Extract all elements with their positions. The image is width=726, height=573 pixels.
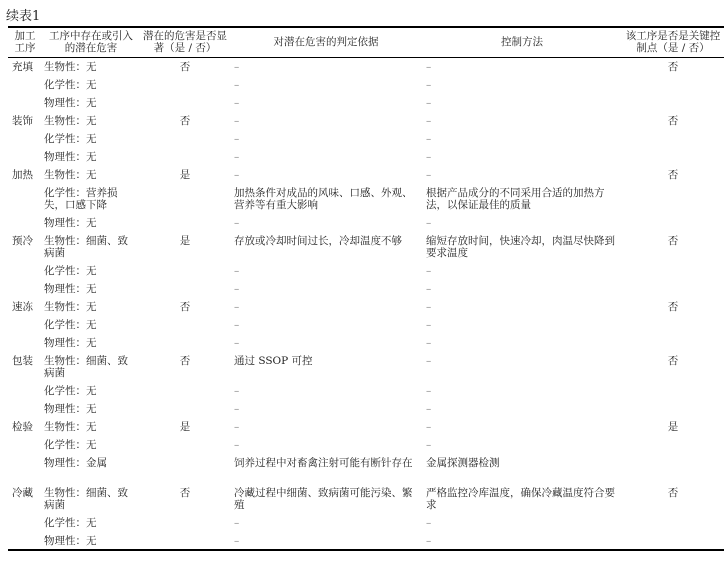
cell-significant: [140, 382, 230, 400]
cell-basis: –: [234, 300, 240, 313]
haccp-table-container: [8, 26, 724, 551]
cell-step: [8, 262, 42, 280]
cell-basis: –: [234, 264, 240, 277]
cell-ccp: [622, 334, 724, 352]
cell-control: –: [426, 96, 432, 109]
cell-ccp: [622, 94, 724, 112]
table-row: [8, 184, 724, 214]
cell-significant: 是: [179, 420, 191, 433]
cell-significant: [140, 262, 230, 280]
cell-hazard: 生物性：无: [44, 168, 97, 181]
cell-basis: –: [234, 516, 240, 529]
cell-step: [8, 532, 42, 550]
cell-hazard: 化学性：无: [44, 384, 97, 397]
cell-basis: –: [234, 114, 240, 127]
cell-basis: –: [234, 336, 240, 349]
cell-control: –: [426, 150, 432, 163]
cell-significant: [140, 130, 230, 148]
cell-basis: 饲养过程中对畜禽注射可能有断针存在: [234, 456, 413, 469]
cell-significant: [140, 316, 230, 334]
cell-control: –: [426, 300, 432, 313]
cell-basis: –: [234, 402, 240, 415]
cell-control: –: [426, 216, 432, 229]
cell-ccp: 否: [667, 168, 679, 181]
cell-hazard: 生物性：无: [44, 114, 97, 127]
table-row: [8, 58, 724, 76]
cell-hazard: 物理性：无: [44, 402, 97, 415]
cell-hazard: 生物性：无: [44, 61, 97, 73]
cell-control: –: [426, 384, 432, 397]
cell-step: [8, 334, 42, 352]
cell-basis: –: [234, 282, 240, 295]
cell-ccp: 否: [667, 486, 679, 499]
cell-hazard: 化学性：无: [44, 438, 97, 451]
cell-hazard: 物理性：无: [44, 150, 97, 163]
cell-control: –: [426, 336, 432, 349]
cell-hazard: 化学性：无: [44, 78, 97, 91]
cell-ccp: [622, 514, 724, 532]
cell-hazard: 化学性：无: [44, 264, 97, 277]
cell-ccp: 否: [667, 114, 679, 127]
haccp-hazard-table: [8, 26, 724, 551]
cell-basis: 存放或冷却时间过长，冷却温度不够: [234, 234, 402, 247]
cell-control: 严格监控冷库温度，确保冷藏温度符合要求: [426, 486, 615, 511]
cell-step: [8, 148, 42, 166]
cell-ccp: [622, 76, 724, 94]
cell-control: –: [426, 61, 432, 73]
cell-step: 充填: [12, 61, 33, 73]
cell-step: [8, 184, 42, 214]
cell-control: –: [426, 168, 432, 181]
cell-significant: [140, 334, 230, 352]
cell-control: –: [426, 516, 432, 529]
cell-hazard: 生物性：细菌、致病菌: [44, 486, 128, 511]
cell-hazard: 化学性：无: [44, 516, 97, 529]
cell-ccp: [622, 280, 724, 298]
cell-control: 根据产品成分的不同采用合适的加热方法，以保证最佳的质量: [426, 186, 605, 211]
cell-basis: –: [234, 96, 240, 109]
cell-basis: –: [234, 216, 240, 229]
cell-step: [8, 130, 42, 148]
cell-control: –: [426, 282, 432, 295]
table-row: [8, 436, 724, 454]
cell-ccp: [622, 400, 724, 418]
cell-control: –: [426, 420, 432, 433]
table-row: [8, 148, 724, 166]
table-row: [8, 514, 724, 532]
cell-control: –: [426, 402, 432, 415]
cell-step: [8, 214, 42, 232]
cell-basis: –: [234, 438, 240, 451]
cell-ccp: [622, 214, 724, 232]
cell-ccp: [622, 454, 724, 484]
cell-hazard: 物理性：无: [42, 532, 140, 550]
cell-step: [8, 76, 42, 94]
cell-step: 检验: [12, 420, 33, 433]
cell-basis: 冷藏过程中细菌、致病菌可能污染、繁殖: [234, 486, 413, 511]
cell-ccp: [622, 316, 724, 334]
table-row: [8, 262, 724, 280]
cell-control: 缩短存放时间，快速冷却，肉温尽快降到要求温度: [426, 234, 615, 259]
table-row: [8, 232, 724, 262]
table-row: [8, 94, 724, 112]
cell-significant: 否: [179, 61, 191, 73]
cell-basis: 加热条件对成品的风味、口感、外观、营养等有重大影响: [234, 186, 413, 211]
cell-control: –: [426, 264, 432, 277]
cell-step: [8, 280, 42, 298]
header-step: 加工工序: [14, 30, 36, 54]
cell-step: [8, 94, 42, 112]
cell-significant: [140, 76, 230, 94]
cell-ccp: [622, 262, 724, 280]
cell-significant: [140, 280, 230, 298]
cell-hazard: 物理性：金属: [44, 456, 107, 469]
cell-significant: 否: [179, 354, 191, 367]
cell-ccp: 否: [667, 300, 679, 313]
cell-ccp: [622, 382, 724, 400]
table-row: [8, 484, 724, 514]
cell-step: 冷藏: [12, 486, 33, 499]
cell-control: –: [422, 532, 622, 550]
table-row: [8, 280, 724, 298]
table-row: [8, 130, 724, 148]
cell-significant: [140, 94, 230, 112]
header-hazard: 工序中存在或引入的潜在危害: [49, 30, 133, 54]
cell-hazard: 物理性：无: [44, 216, 97, 229]
cell-control: –: [426, 78, 432, 91]
cell-hazard: 物理性：无: [44, 282, 97, 295]
cell-basis: –: [230, 532, 422, 550]
cell-hazard: 物理性：无: [44, 336, 97, 349]
table-caption: 续表1: [6, 9, 41, 24]
cell-significant: [140, 400, 230, 418]
cell-control: –: [426, 318, 432, 331]
cell-ccp: 是: [667, 420, 679, 433]
header-control: 控制方法: [501, 36, 543, 48]
cell-hazard: 化学性：营养损失，口感下降: [44, 186, 118, 211]
cell-control: –: [426, 438, 432, 451]
cell-step: 包装: [12, 354, 33, 367]
cell-step: 速冻: [12, 300, 33, 313]
cell-control: –: [426, 114, 432, 127]
cell-basis: –: [234, 132, 240, 145]
cell-hazard: 化学性：无: [44, 132, 97, 145]
cell-significant: [140, 184, 230, 214]
table-body: [8, 58, 724, 550]
cell-significant: 否: [179, 300, 191, 313]
cell-step: [8, 436, 42, 454]
table-row: [8, 382, 724, 400]
cell-ccp: [622, 184, 724, 214]
cell-significant: [140, 514, 230, 532]
table-row: [8, 334, 724, 352]
cell-significant: 是: [179, 234, 191, 247]
cell-ccp: 否: [667, 354, 679, 367]
cell-basis: –: [234, 61, 240, 73]
cell-significant: [140, 436, 230, 454]
header-significant: 潜在的危害是否显著（是 / 否）: [143, 30, 227, 54]
header-basis: 对潜在危害的判定依据: [273, 36, 379, 48]
table-row: [8, 76, 724, 94]
table-row: [8, 112, 724, 130]
table-row: [8, 298, 724, 316]
cell-hazard: 生物性：细菌、致病菌: [44, 234, 128, 259]
cell-significant: [140, 454, 230, 484]
table-row: [8, 352, 724, 382]
cell-significant: 是: [179, 168, 191, 181]
table-row: [8, 532, 724, 550]
cell-step: 加热: [12, 168, 33, 181]
cell-step: [8, 382, 42, 400]
cell-hazard: 生物性：无: [44, 300, 97, 313]
cell-significant: [140, 148, 230, 166]
cell-step: [8, 400, 42, 418]
cell-basis: –: [234, 318, 240, 331]
cell-significant: 否: [179, 114, 191, 127]
cell-step: 预冷: [12, 234, 33, 247]
cell-ccp: [622, 130, 724, 148]
cell-basis: –: [234, 420, 240, 433]
cell-hazard: 化学性：无: [44, 318, 97, 331]
table-row: [8, 166, 724, 184]
cell-hazard: 生物性：无: [44, 420, 97, 433]
cell-significant: 否: [179, 486, 191, 499]
cell-ccp: [622, 532, 724, 550]
cell-step: [8, 514, 42, 532]
cell-control: –: [426, 132, 432, 145]
cell-significant: [140, 532, 230, 550]
cell-ccp: 否: [667, 234, 679, 247]
cell-control: 金属探测器检测: [426, 456, 500, 469]
table-row: [8, 400, 724, 418]
cell-basis: 通过 SSOP 可控: [234, 354, 313, 367]
table-row: [8, 418, 724, 436]
cell-hazard: 生物性：细菌、致病菌: [44, 354, 128, 379]
cell-ccp: [622, 148, 724, 166]
cell-step: [8, 454, 42, 484]
cell-hazard: 物理性：无: [44, 96, 97, 109]
cell-basis: –: [234, 78, 240, 91]
cell-control: –: [426, 354, 432, 367]
table-row: [8, 214, 724, 232]
cell-basis: –: [234, 384, 240, 397]
header-ccp: 该工序是否是关键控制点（是 / 否）: [625, 30, 721, 54]
cell-step: [8, 316, 42, 334]
cell-basis: –: [234, 150, 240, 163]
table-header-row: [8, 27, 724, 58]
cell-step: 装饰: [12, 114, 33, 127]
cell-basis: –: [234, 168, 240, 181]
cell-ccp: [622, 436, 724, 454]
cell-ccp: 否: [667, 61, 679, 73]
table-row: [8, 316, 724, 334]
cell-significant: [140, 214, 230, 232]
table-row: [8, 454, 724, 484]
